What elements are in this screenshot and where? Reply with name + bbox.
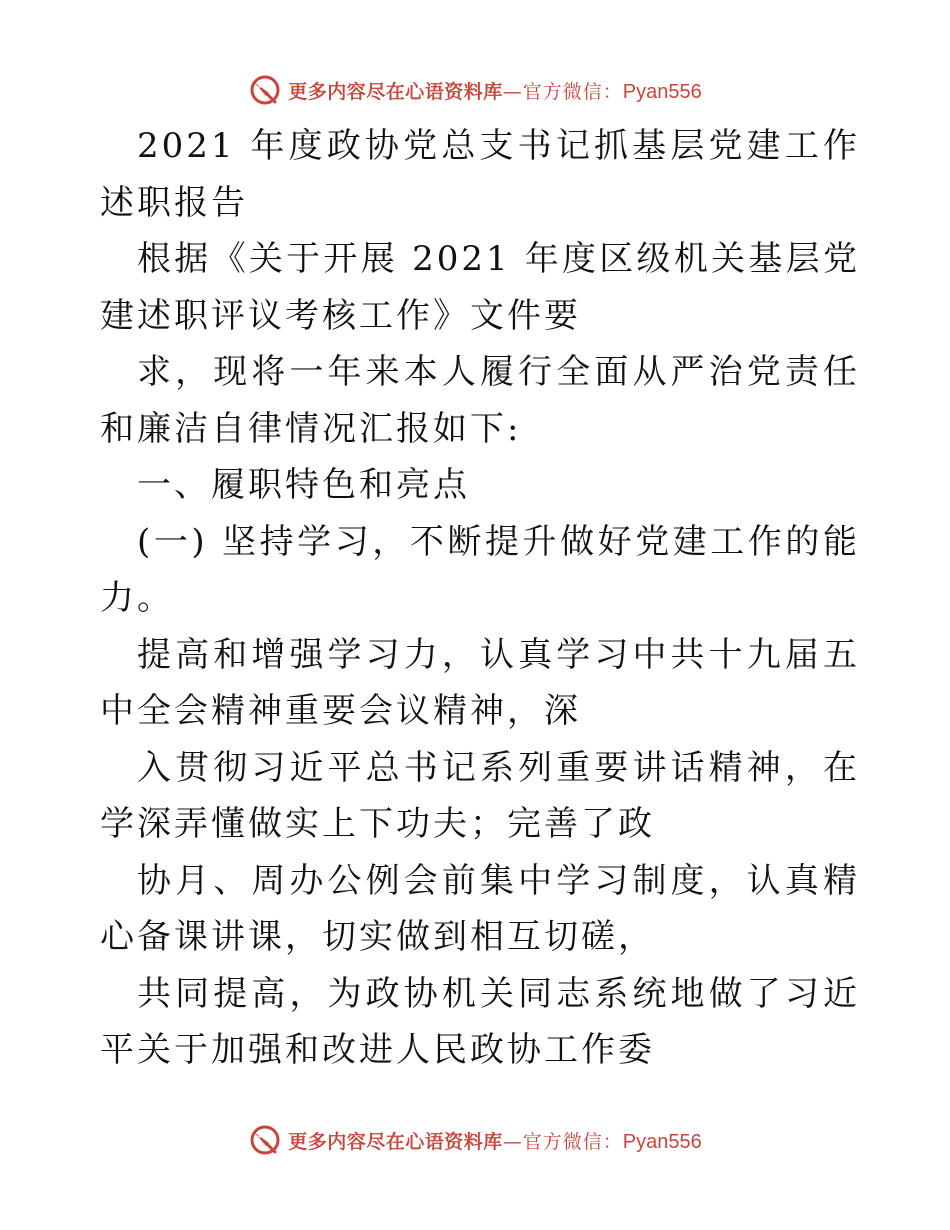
paragraph: 求，现将一年来本人履行全面从严治党责任和廉洁自律情况汇报如下: (100, 352, 860, 449)
banner-text (288, 1127, 702, 1154)
section-heading: 一、履职特色和亮点 (137, 465, 470, 505)
banner-wechat-label: 官方微信： (522, 1130, 623, 1153)
header-watermark-banner (0, 70, 950, 110)
banner-text (288, 77, 702, 104)
banner-dash: — (502, 1130, 523, 1153)
pen-nib-circle-icon (248, 1123, 282, 1157)
banner-wechat-id: Pyan556 (622, 1130, 702, 1153)
banner-wechat-id: Pyan556 (622, 80, 702, 103)
banner-wechat-label: 官方微信： (522, 80, 623, 103)
banner-dash: — (502, 80, 523, 103)
banner-main-text: 更多内容尽在心语资料库 (288, 1130, 503, 1153)
paragraph: 协月、周办公例会前集中学习制度，认真精心备课讲课，切实做到相互切磋， (100, 860, 860, 957)
pen-nib-circle-icon (248, 73, 282, 107)
subsection-heading: (一) 坚持学习，不断提升做好党建工作的能力。 (100, 521, 860, 618)
paragraph: 共同提高，为政协机关同志系统地做了习近平关于加强和改进人民政协工作委 (100, 973, 860, 1070)
paragraph: 提高和增强学习力，认真学习中共十九届五中全会精神重要会议精神，深 (100, 634, 860, 731)
footer-watermark-banner (0, 1120, 950, 1160)
paragraph: 入贯彻习近平总书记系列重要讲话精神，在学深弄懂做实上下功夫；完善了政 (100, 747, 860, 844)
document-body (100, 118, 860, 1079)
paragraph: 根据《关于开展 2021 年度区级机关基层党建述职评议考核工作》文件要 (100, 239, 860, 336)
document-title: 2021 年度政协党总支书记抓基层党建工作述职报告 (100, 126, 860, 223)
banner-main-text: 更多内容尽在心语资料库 (288, 80, 503, 103)
